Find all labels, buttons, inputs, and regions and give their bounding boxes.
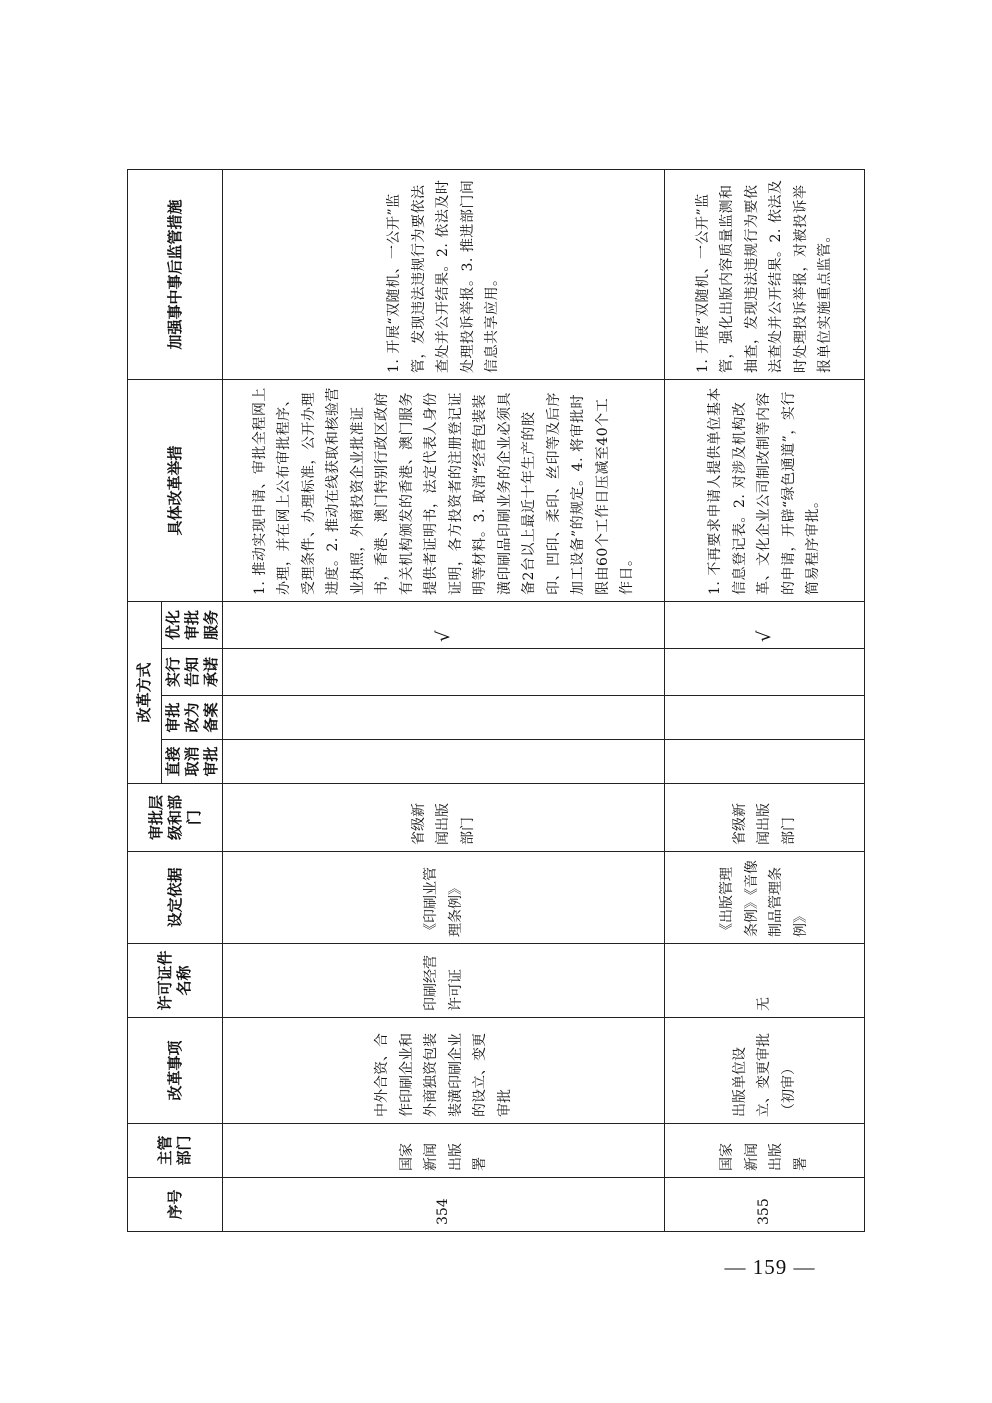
cell-seq: 355 <box>664 1178 864 1232</box>
cell-level <box>664 784 864 852</box>
cell-measures: 1. 不再要求申请人提供单位基本信息登记表。2. 对涉及机构改革、文化企业公司制改制等内容的申请，开辟“绿色通道”，实行简易程序审批。 <box>664 379 864 601</box>
cell-method-notify <box>223 649 665 696</box>
cell-license <box>223 944 665 1018</box>
header-seq: 序号 <box>128 1178 223 1232</box>
header-item: 改革事项 <box>128 1018 223 1124</box>
cell-supervision: 1. 开展“双随机、一公开”监管，强化出版内容质量监测和抽查，发现违法违规行为要依法查处并公开结果。2. 依法及时处理投诉举报，对被投诉举报单位实施重点监管。 <box>664 169 864 379</box>
table-row <box>664 169 864 1231</box>
cell-basis-text: 《印刷业管理条例》 <box>423 867 464 937</box>
cell-item-text: 中外合资、合作印刷企业和外商独资包装装潢印刷企业的设立、变更审批 <box>374 1033 513 1117</box>
cell-item-text: 出版单位设立、变更审批（初审） <box>731 1033 797 1117</box>
cell-method-cancel <box>664 740 864 784</box>
rotated-table-area <box>127 170 865 1232</box>
cell-basis-text: 《出版管理条例》《音像制品管理条例》 <box>719 860 809 937</box>
cell-method-cancel <box>223 740 665 784</box>
header-dept: 主管部门 <box>128 1124 223 1178</box>
header-method-notify: 实行告知承诺 <box>162 649 223 696</box>
cell-method-record <box>664 696 864 740</box>
page-number: — 159 — <box>724 1255 816 1279</box>
cell-basis <box>223 852 665 944</box>
header-method-cancel: 直接取消审批 <box>162 740 223 784</box>
header-level: 审批层级和部门 <box>128 784 223 852</box>
reform-table <box>127 169 865 1232</box>
cell-level-text: 省级新闻出版部门 <box>731 803 797 845</box>
header-supervision: 加强事中事后监管措施 <box>128 169 223 379</box>
check-mark-icon: √ <box>223 601 665 648</box>
cell-method-record <box>223 696 665 740</box>
cell-dept: 国家新闻出版署 <box>223 1124 665 1178</box>
cell-basis <box>664 852 864 944</box>
cell-item <box>223 1018 665 1124</box>
header-method-optimize: 优化审批服务 <box>162 601 223 648</box>
cell-measures: 1. 推动实现申请、审批全程网上办理，并在网上公布审批程序、受理条件、办理标准，公开办理进度。2. 推动在线获取和核验营业执照，外商投资企业批准证书，香港、澳门特别行政区政府有关机构颁发的香港、澳门服务提供者证明书，法定代表人身份证明，各方投资者的注册登记证明等材料。3. 取消“经营包装装潢印刷品印刷业务的企业必须具备2台以上最近十年生产的胶印、凹印、柔印、丝印等及后序加工设备”的规定。4. 将审批时限由60个工作日压减至40个工作日。 <box>223 379 665 601</box>
header-method-group: 改革方式 <box>128 601 162 783</box>
rotated-table-frame <box>127 170 865 1232</box>
cell-dept: 国家新闻出版署 <box>664 1124 864 1178</box>
header-method-record: 审批改为备案 <box>162 696 223 740</box>
header-row-1 <box>128 169 162 1231</box>
cell-license: 无 <box>664 944 864 1018</box>
check-mark-icon: √ <box>664 601 864 648</box>
cell-license-text: 印刷经营许可证 <box>423 955 464 1011</box>
cell-item <box>664 1018 864 1124</box>
table-row <box>223 169 665 1231</box>
cell-level-text: 省级新闻出版部门 <box>410 803 476 845</box>
header-basis: 设定依据 <box>128 852 223 944</box>
header-measures: 具体改革举措 <box>128 379 223 601</box>
cell-seq: 354 <box>223 1178 665 1232</box>
cell-method-notify <box>664 649 864 696</box>
cell-level <box>223 784 665 852</box>
header-license: 许可证件名称 <box>128 944 223 1018</box>
cell-supervision: 1. 开展“双随机、一公开”监管，发现违法违规行为要依法查处并公开结果。2. 依法及时处理投诉举报。3. 推进部门间信息共享应用。 <box>223 169 665 379</box>
